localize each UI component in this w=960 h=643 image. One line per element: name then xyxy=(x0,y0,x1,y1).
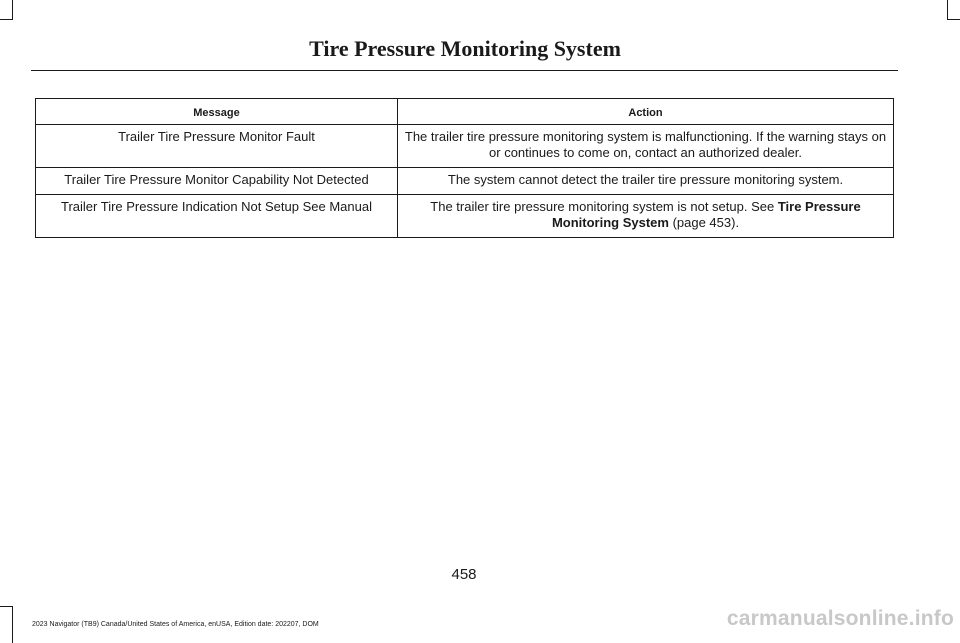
crop-mark-bottom-left-v xyxy=(12,606,13,643)
title-divider xyxy=(31,70,898,71)
page-reference: (page 453). xyxy=(668,215,740,230)
action-cell xyxy=(398,195,894,238)
column-header-action: Action xyxy=(398,99,894,125)
page-number: 458 xyxy=(451,566,477,583)
message-cell: Trailer Tire Pressure Indication Not Setup See Manual xyxy=(36,195,398,238)
column-header-message: Message xyxy=(36,99,398,125)
page-title: Tire Pressure Monitoring System xyxy=(309,36,621,61)
crop-mark-bottom-left-h xyxy=(0,606,13,607)
crop-mark-top-left-v xyxy=(12,0,13,19)
table-row xyxy=(36,168,894,195)
table-row xyxy=(36,125,894,168)
edition-note: 2023 Navigator (TB9) Canada/United States of America, enUSA, Edition date: 202207, DOM xyxy=(32,621,319,628)
action-cell: The system cannot detect the trailer tire pressure monitoring system. xyxy=(398,168,894,195)
table-row xyxy=(36,195,894,238)
message-cell: Trailer Tire Pressure Monitor Capability Not Detected xyxy=(36,168,398,195)
crop-mark-top-right-h xyxy=(947,19,960,20)
watermark: carmanualsonline.info xyxy=(726,607,954,630)
crop-mark-top-left-h xyxy=(0,19,13,20)
action-cell: The trailer tire pressure monitoring system is malfunctioning. If the warning stays on or continues to come on, contact an authorized dealer. xyxy=(398,125,894,168)
cross-reference-link[interactable]: Tire Pressure Monitoring System xyxy=(551,199,861,230)
crop-mark-top-right-v xyxy=(947,0,948,19)
table-header-row xyxy=(36,99,894,125)
message-cell: Trailer Tire Pressure Monitor Fault xyxy=(36,125,398,168)
action-text: The trailer tire pressure monitoring system is not setup. See xyxy=(430,199,778,214)
message-action-table xyxy=(35,98,894,238)
